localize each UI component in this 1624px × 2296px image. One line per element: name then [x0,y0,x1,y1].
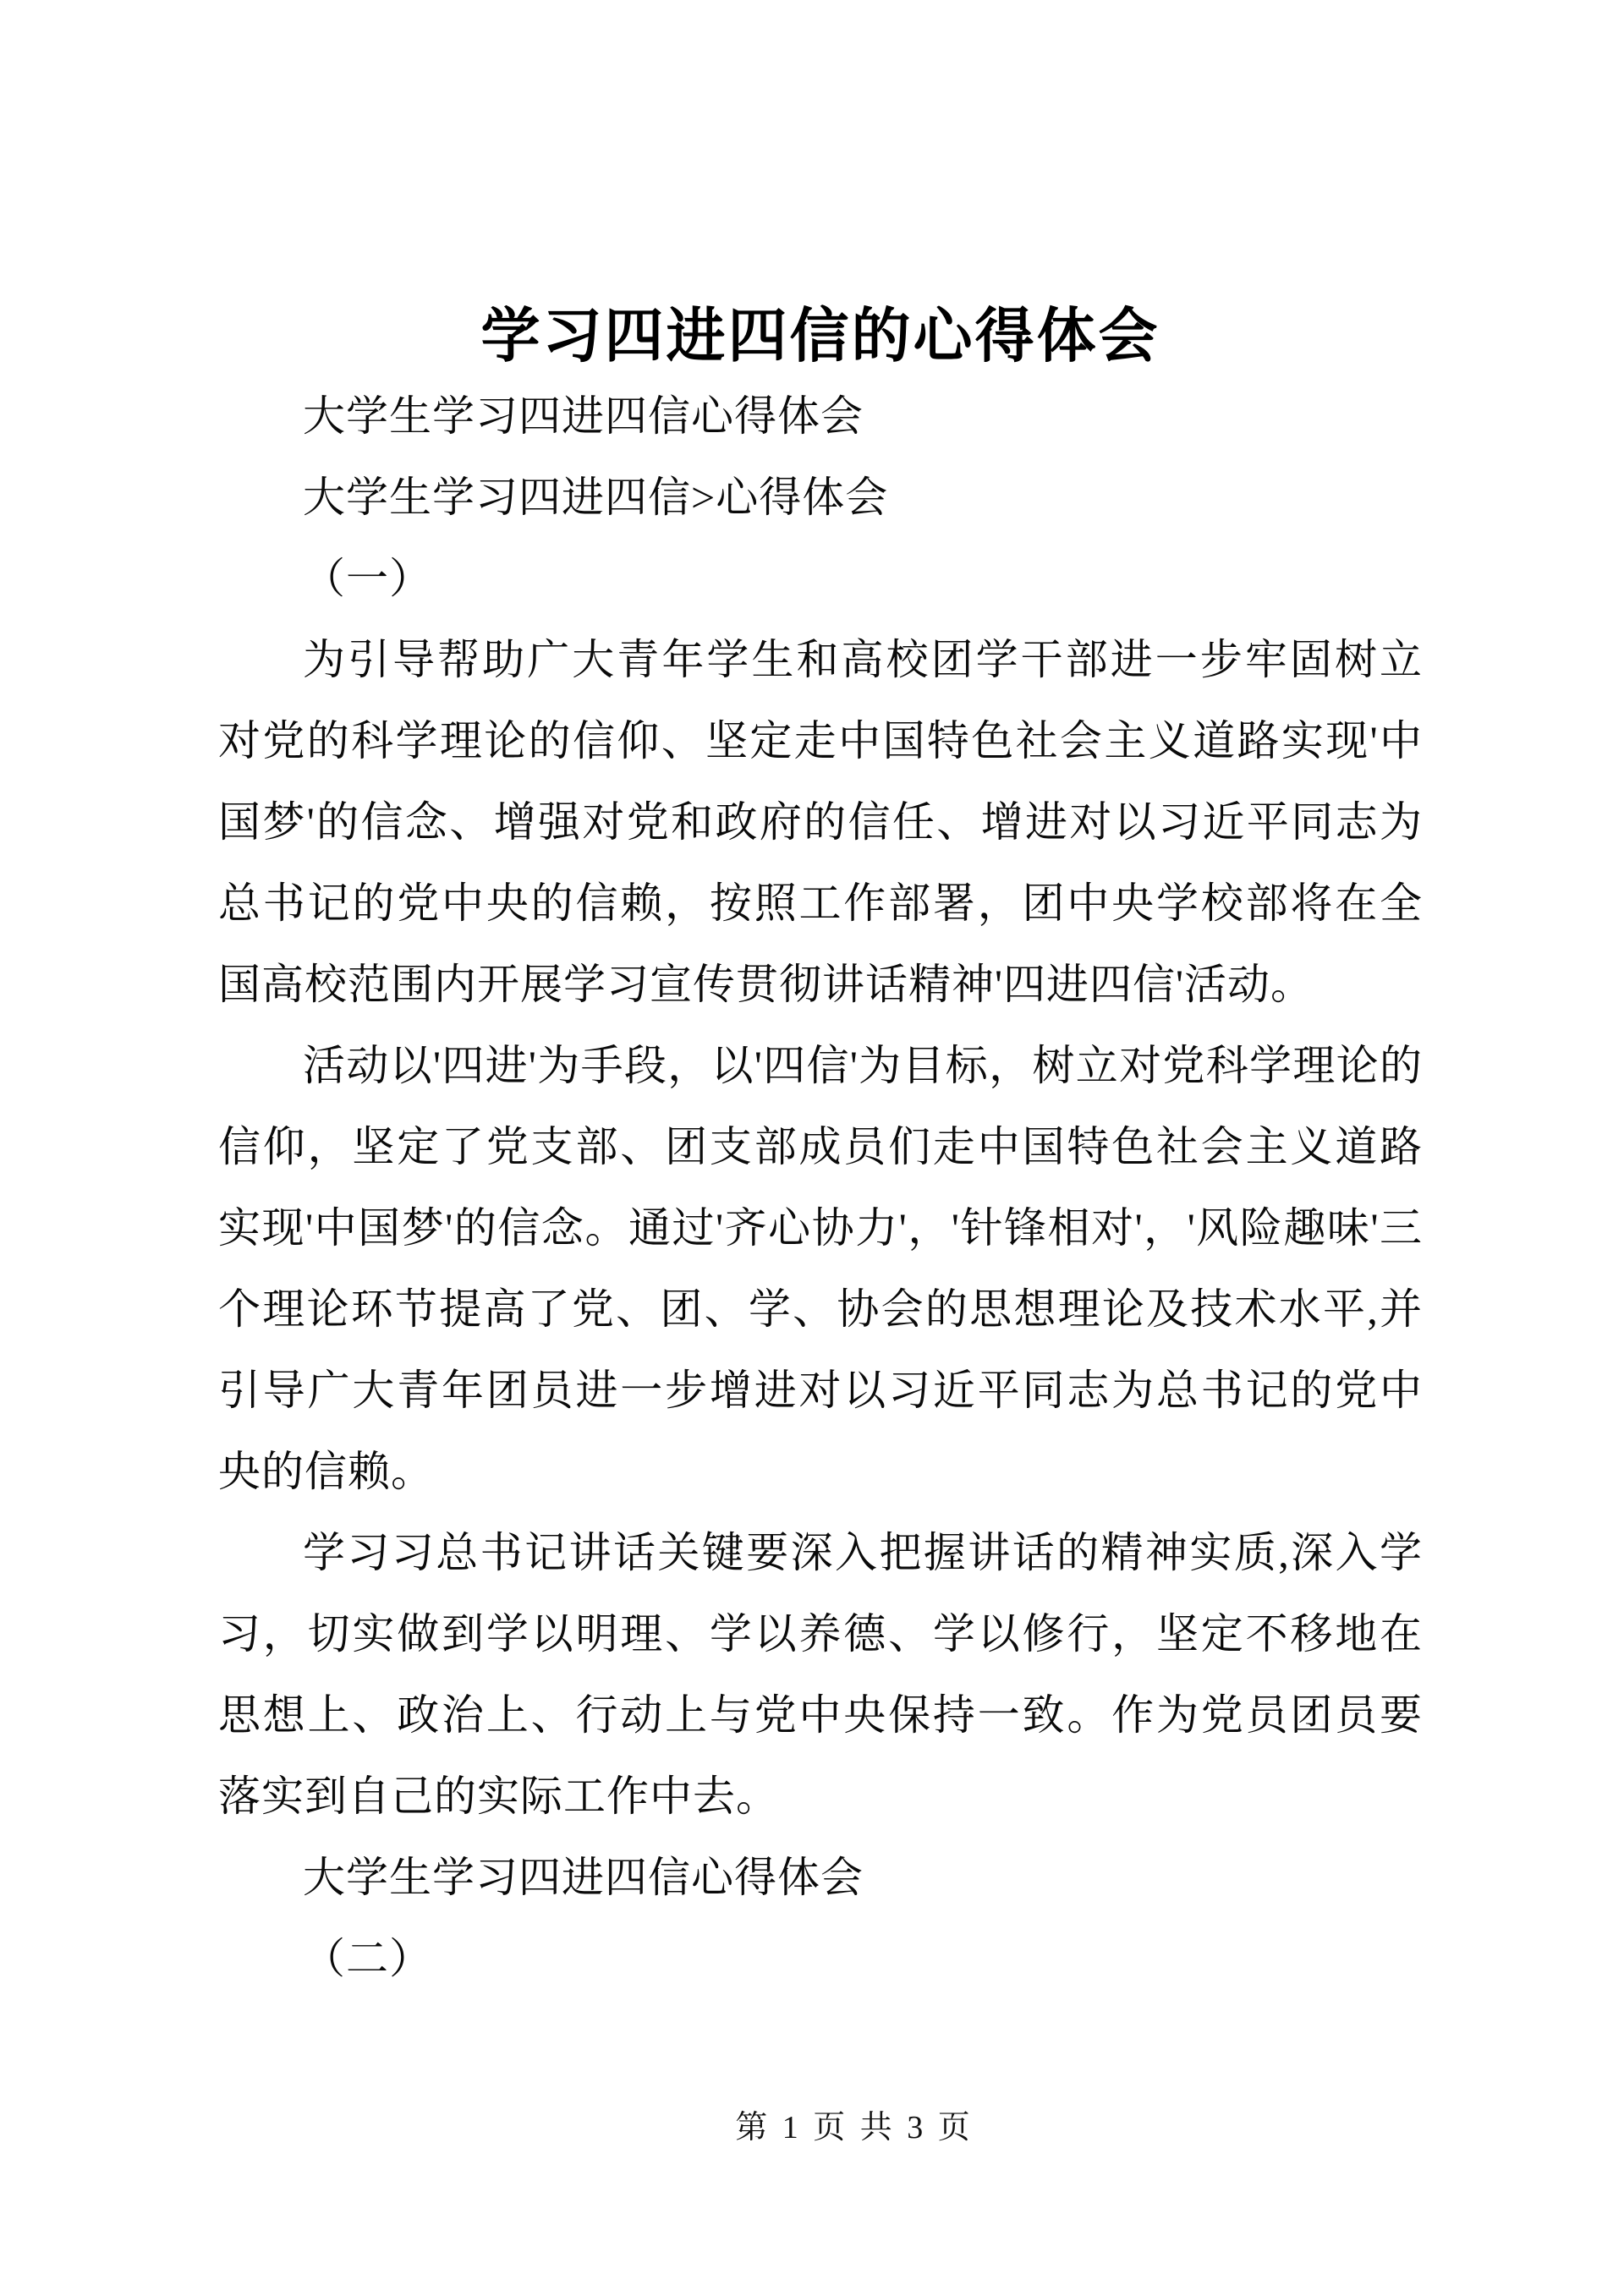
subtitle-line-2: 大学生学习四进四信>心得体会 [303,474,889,521]
subtitle-line-1: 大学生学习四进四信心得体会 [303,392,864,440]
document-title: 学习四进四信的心得体会 [480,304,1160,370]
page-footer: 第 1 页 共 3 页 [735,2110,974,2145]
repeat-subtitle-line: 大学生学习四进四信心得体会 [303,1854,864,1901]
body-paragraph-1: 为引导帮助广大青年学生和高校团学干部进一步牢固树立对党的科学理论的信仰、坚定走中国特色社会主义道路实现'中国梦'的信念、增强对党和政府的信任、增进对以习近平同志为总书记的党中央的信赖，按照工作部署，团中央学校部将在全国高校范围内开展学习宣传贯彻讲话精神'四进四信'活动。 [218,636,1423,1008]
section-marker-2: （二） [303,1935,432,1982]
body-paragraph-3: 学习习总书记讲话关键要深入把握讲话的精神实质,深入学习，切实做到学以明理、学以养德、学以修行，坚定不移地在思想上、政治上、行动上与党中央保持一致。作为党员团员要落实到自己的实际工作中去。 [218,1529,1423,1820]
body-paragraph-2: 活动以'四进'为手段，以'四信'为目标，树立对党科学理论的信仰，坚定了党支部、团支部成员们走中国特色社会主义道路实现'中国梦'的信念。通过'齐心协力'，'针锋相对'，'风险趣味'三个理论环节提高了党、团、学、协会的思想理论及技术水平,并引导广大青年团员进一步增进对以习近平同志为总书记的党中央的信赖。 [218,1042,1423,1495]
section-marker-1: （一） [303,555,432,602]
document-body [218,0,1423,1999]
